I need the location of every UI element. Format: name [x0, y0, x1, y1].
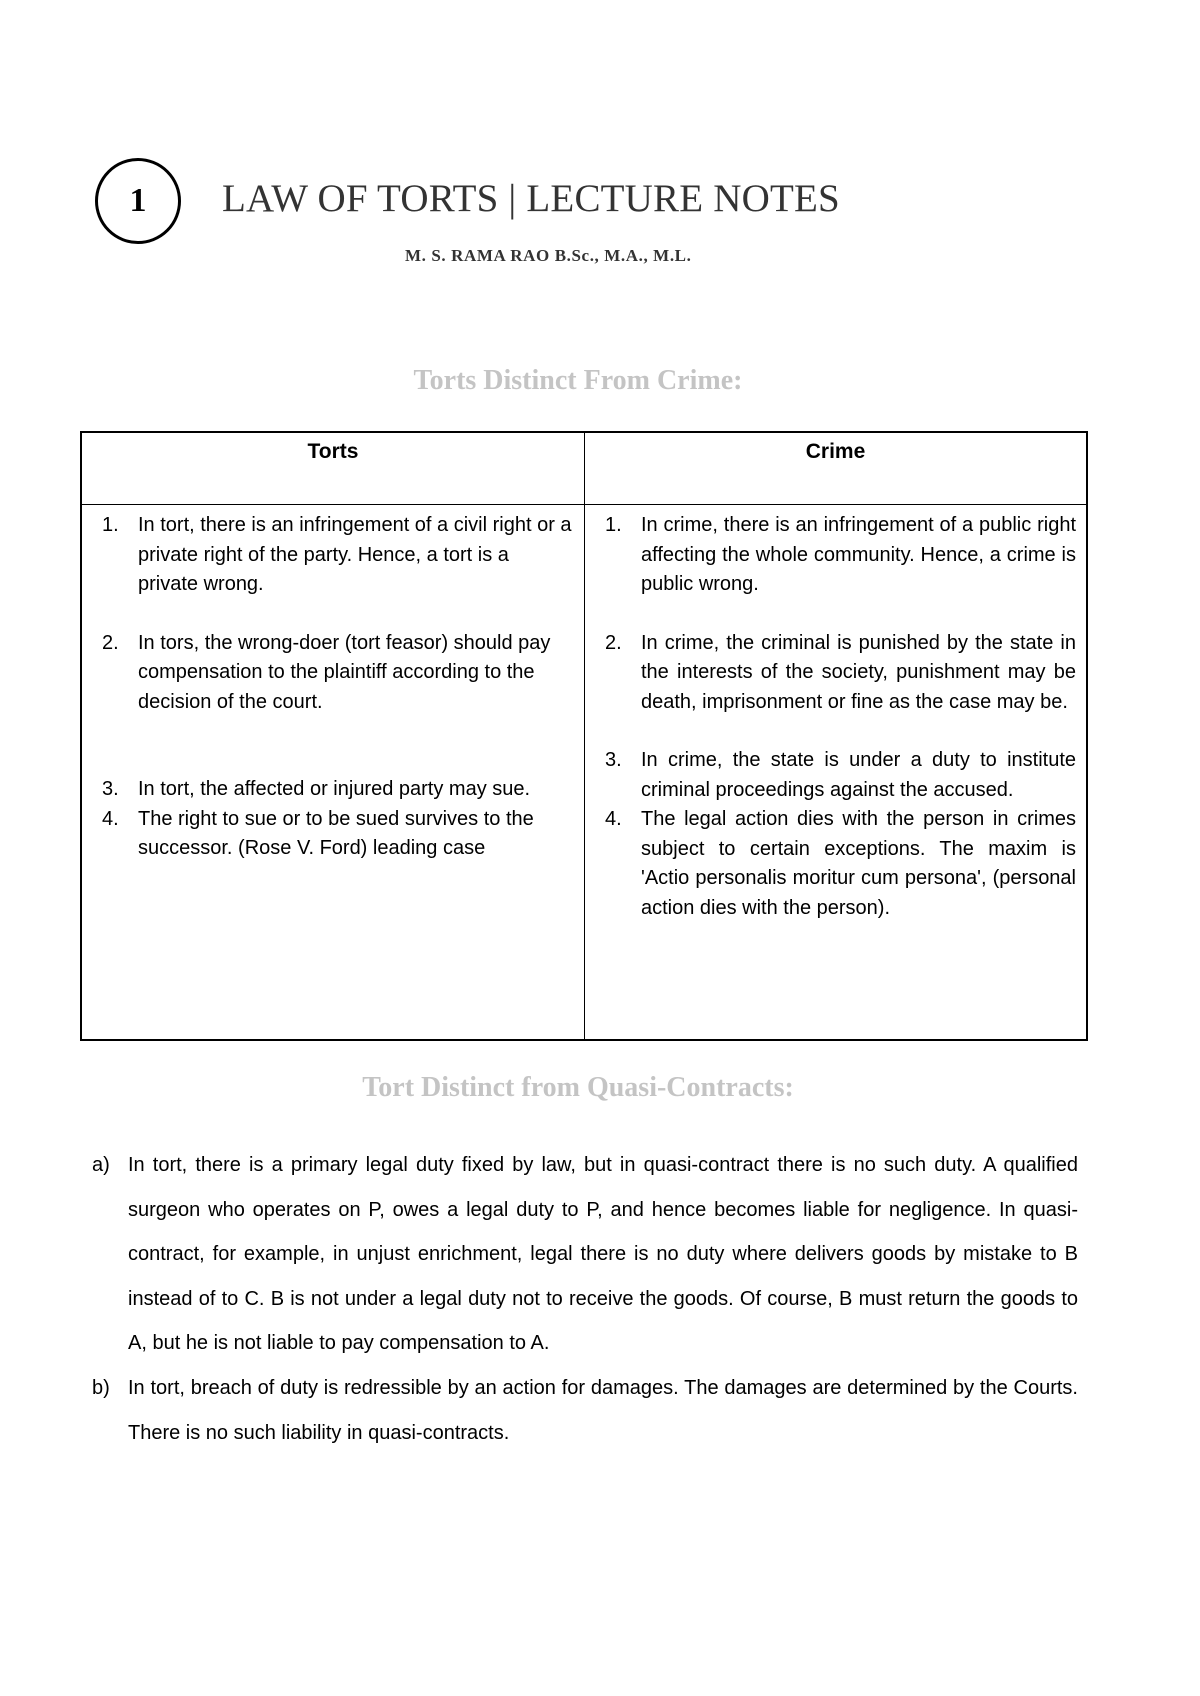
table-header-crime: Crime	[585, 433, 1086, 505]
list-item	[102, 511, 574, 600]
torts-vs-crime-table	[80, 431, 1088, 1041]
item-text: In tort, the affected or injured party may sue.	[138, 778, 531, 800]
list-item	[605, 805, 1076, 923]
item-text: In crime, the state is under a duty to institute criminal proceedings against the accused.	[641, 749, 1076, 801]
item-number: 1.	[605, 514, 622, 536]
list-item	[102, 775, 574, 805]
item-number: 3.	[605, 749, 622, 771]
item-number: 3.	[102, 778, 119, 800]
table-header-torts: Torts	[82, 433, 585, 505]
item-marker: b)	[92, 1376, 110, 1399]
section-heading-tort-vs-quasi-contracts: Tort Distinct from Quasi-Contracts:	[362, 1072, 794, 1103]
list-item	[102, 805, 574, 864]
item-number: 4.	[102, 807, 119, 830]
list-item	[92, 1143, 1078, 1366]
torts-column	[82, 505, 585, 1039]
item-text: In tort, there is a primary legal duty fixed by law, but in quasi-contract there is no such duty. A qualified surgeon who operates on P, owes a legal duty to P, and hence becomes liable for negligence. In quasi-contract, for example, in unjust enrichment, legal there is no duty where delivers goods by mistake to B instead of to C. B is not under a legal duty not to receive the goods. Of course, B must return the goods to A, but he is not liable to pay compensation to A.	[128, 1154, 1078, 1355]
item-text: In crime, the criminal is punished by the state in the interests of the society, punishment may be death, imprisonment or fine as the case may be.	[641, 631, 1076, 713]
item-text: In crime, there is an infringement of a public right affecting the whole community. Hence, a crime is public wrong.	[641, 514, 1076, 595]
list-item	[92, 1366, 1078, 1455]
item-number: 1.	[102, 514, 119, 536]
document-title: LAW OF TORTS | LECTURE NOTES	[222, 177, 840, 220]
item-text: In tort, there is an infringement of a civil right or a private right of the party. Hence, a tort is a private wrong.	[138, 514, 572, 595]
list-item	[605, 746, 1076, 805]
item-text: The legal action dies with the person in crimes subject to certain exceptions. The maxim is 'Actio personalis moritur cum persona', (personal action dies with the person).	[641, 808, 1076, 919]
list-item	[605, 629, 1076, 718]
quasi-contracts-list	[92, 1143, 1078, 1455]
item-number: 4.	[605, 808, 622, 830]
item-text: In tors, the wrong-doer (tort feasor) should pay compensation to the plaintiff according to the decision of the court.	[138, 631, 551, 713]
list-item	[605, 511, 1076, 600]
document-author: M. S. RAMA RAO B.Sc., M.A., M.L.	[405, 246, 692, 265]
item-marker: a)	[92, 1154, 110, 1176]
page-number-badge	[95, 158, 181, 244]
item-number: 2.	[102, 631, 119, 654]
item-number: 2.	[605, 631, 622, 654]
item-text: The right to sue or to be sued survives to the successor. (Rose V. Ford) leading case	[138, 807, 534, 859]
page-number: 1	[129, 182, 147, 219]
section-heading-torts-vs-crime: Torts Distinct From Crime:	[413, 365, 743, 396]
item-text: In tort, breach of duty is redressible by an action for damages. The damages are determined by the Courts. There is no such liability in quasi-contracts.	[128, 1376, 1078, 1444]
crime-column	[585, 505, 1086, 1039]
list-item	[102, 629, 574, 718]
